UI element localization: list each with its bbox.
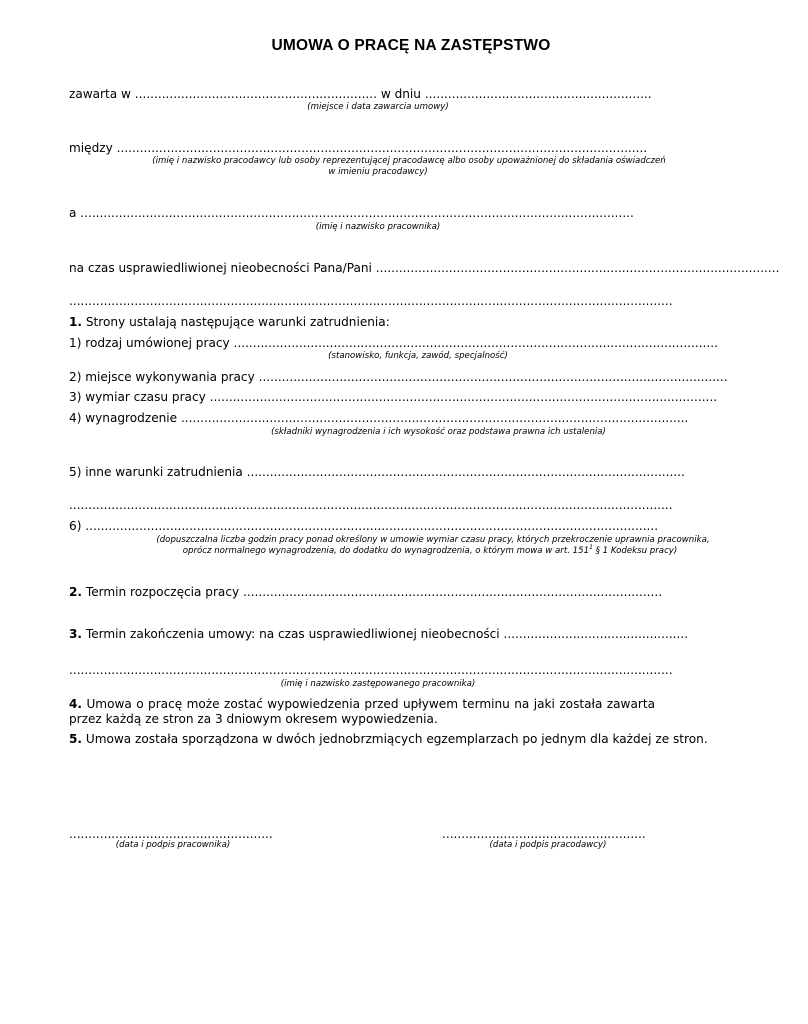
section4-paragraph (69, 697, 655, 727)
section1-heading (69, 315, 655, 330)
item5-field[interactable]: .................................................................................................................. (246, 465, 685, 479)
item4-line (69, 411, 689, 426)
replaced-employee-field[interactable]: ............................................................................................................................................................. (69, 663, 673, 677)
item3-label: 3) wymiar czasu pracy (69, 390, 206, 404)
contract-date-field[interactable]: ........................................................... (424, 87, 652, 101)
section1-number: 1. (69, 315, 83, 329)
item6-note-2a: oprócz normalnego wynagrodzenia, do dodatku do wynagrodzenia, o którym mowa w art. 151 (182, 546, 590, 556)
item6-line (69, 519, 659, 534)
item4-note: (składniki wynagrodzenia i ich wysokość oraz podstawa prawna ich ustalenia) (271, 427, 606, 437)
item3-line (69, 390, 718, 405)
start-date-field[interactable]: ............................................................................................................. (243, 585, 663, 599)
section2-line (69, 585, 663, 600)
item5-continuation-field[interactable]: ............................................................................................................................................................. (69, 498, 673, 512)
section2-number: 2. (69, 585, 83, 599)
absence-continuation-field[interactable]: ............................................................................................................................................................. (69, 294, 673, 308)
employer-label: między (69, 141, 113, 155)
employee-line (69, 206, 655, 221)
end-condition-field[interactable]: ................................................ (503, 627, 689, 641)
section3-line (69, 627, 689, 642)
absence-person-field[interactable]: ......................................................................................................... (375, 261, 780, 275)
item4-label: 4) wynagrodzenie (69, 411, 178, 425)
section5-line (69, 732, 708, 747)
employee-note: (imię i nazwisko pracownika) (315, 222, 441, 232)
employer-note-2: w imieniu pracodawcy) (328, 167, 428, 177)
contract-place-date-line (69, 87, 655, 102)
item6-note-sup: 1 (589, 544, 593, 552)
item5-line (69, 465, 685, 480)
employee-signature-field[interactable]: ..................................................... (69, 827, 273, 841)
employee-signature-note: (data i podpis pracownika) (115, 840, 231, 850)
section3-text: Termin zakończenia umowy: na czas usprawiedliwionej nieobecności (85, 627, 500, 641)
employer-signature-note: (data i podpis pracodawcy) (489, 840, 607, 850)
section5-number: 5. (69, 732, 83, 746)
item2-label: 2) miejsce wykonywania pracy (69, 370, 255, 384)
item1-field[interactable]: .............................................................................................................................. (233, 336, 718, 350)
employee-field[interactable]: ................................................................................................................................................ (80, 206, 634, 220)
item4-field[interactable]: .................................................................................................................................... (180, 411, 689, 425)
item1-note: (stanowisko, funkcja, zawód, specjalność) (328, 351, 508, 361)
employer-line (69, 141, 655, 156)
item6-note-1: (dopuszczalna liczba godzin pracy ponad określony w umowie wymiar czasu pracy, których przekroczenie uprawnia pracownika, (156, 535, 710, 545)
section1-text: Strony ustalają następujące warunki zatrudnienia: (85, 315, 390, 329)
item6-note-2 (69, 546, 791, 557)
contract-place-date-note: (miejsce i data zawarcia umowy) (307, 102, 449, 112)
absence-line (69, 261, 780, 276)
contract-date-label: w dniu (380, 87, 421, 101)
employer-field[interactable]: .......................................................................................................................................... (116, 141, 648, 155)
item6-field[interactable]: ..................................................................................................................................................... (85, 519, 659, 533)
item3-field[interactable]: .................................................................................................................................... (209, 390, 718, 404)
contract-place-field[interactable]: ............................................................... (134, 87, 377, 101)
contract-place-label: zawarta w (69, 87, 131, 101)
replaced-employee-note: (imię i nazwisko zastępowanego pracownika) (280, 679, 476, 689)
section4-text: Umowa o pracę może zostać wypowiedzenia przed upływem terminu na jaki została zawarta przez każdą ze stron za 3 dniowym okresem wypowiedzenia. (69, 697, 655, 726)
item2-field[interactable]: .......................................................................................................................... (258, 370, 728, 384)
section2-text: Termin rozpoczęcia pracy (85, 585, 240, 599)
document-title: UMOWA O PRACĘ NA ZASTĘPSTWO (271, 37, 551, 54)
section4-number: 4. (69, 697, 83, 711)
section3-number: 3. (69, 627, 83, 641)
section5-text: Umowa została sporządzona w dwóch jednobrzmiących egzemplarzach po jednym dla każdej ze stron. (85, 732, 708, 746)
employer-signature-field[interactable]: ..................................................... (442, 827, 646, 841)
item2-line (69, 370, 728, 385)
item6-note-2b: § 1 Kodeksu pracy) (592, 546, 678, 556)
item6-label: 6) (69, 519, 82, 533)
employer-note-1: (imię i nazwisko pracodawcy lub osoby reprezentującej pracodawcę albo osoby upoważnionej do składania oświadczeń (152, 156, 666, 166)
absence-label: na czas usprawiedliwionej nieobecności Pana/Pani (69, 261, 372, 275)
item5-label: 5) inne warunki zatrudnienia (69, 465, 243, 479)
employee-label: a (69, 206, 77, 220)
item1-label: 1) rodzaj umówionej pracy (69, 336, 230, 350)
item1-line (69, 336, 718, 351)
